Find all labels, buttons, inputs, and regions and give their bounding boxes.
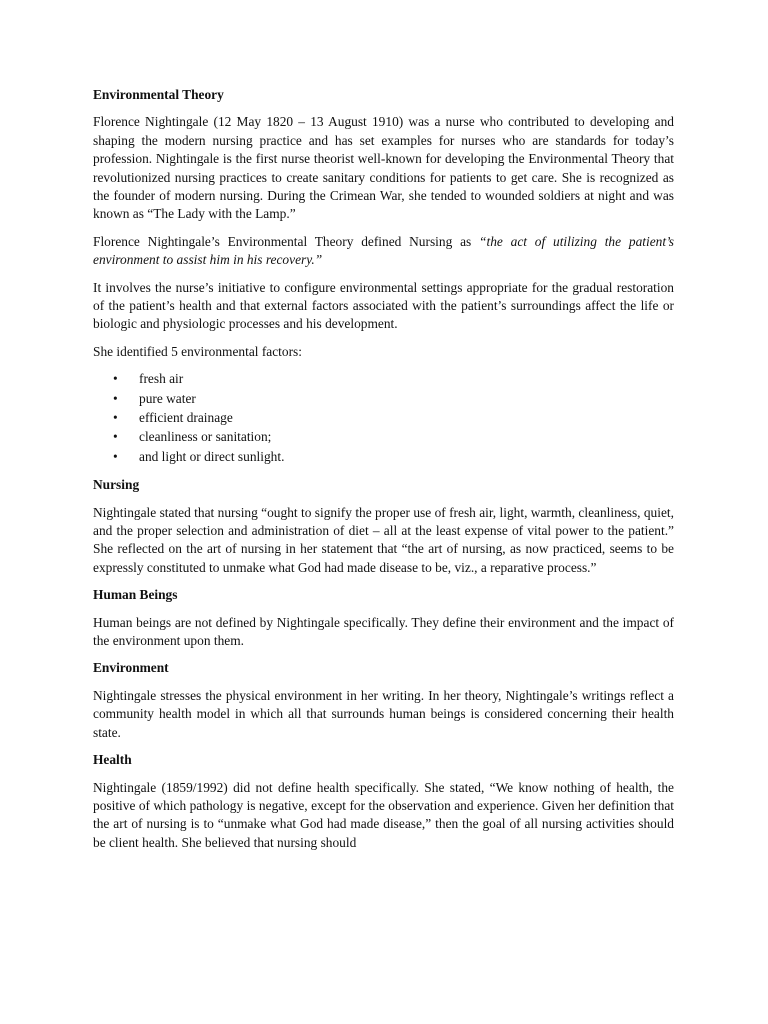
paragraph-nurse-initiative: It involves the nurse’s initiative to configure environmental settings appropriate for the gradual restoration of the patient’s health and that external factors associated with the patient’s surroundings affect the life or biologic and physiologic processes and his development. — [93, 279, 674, 332]
list-item-text: efficient drainage — [139, 410, 233, 426]
list-item-text: cleanliness or sanitation; — [139, 429, 272, 445]
paragraph-environment: Nightingale stresses the physical environment in her writing. In her theory, Nightingale’s writings reflect a community health model in which all that surrounds human beings is considered concerning their health state. — [93, 687, 674, 740]
paragraph-nightingale-intro: Florence Nightingale (12 May 1820 – 13 August 1910) was a nurse who contributed to developing and shaping the modern nursing practice and has set examples for nurses who are standards for today’s profession. Nightingale is the first nurse theorist well-known for developing the Environmental Theory that revolutionized nursing practices to create sanitary conditions for patients to get care. She is recognized as the founder of modern nursing. During the Crimean War, she tended to wounded soldiers at night and was known as “The Lady with the Lamp.” — [93, 114, 674, 222]
list-item — [93, 448, 674, 467]
list-item-text: fresh air — [139, 371, 184, 387]
paragraph-human-beings: Human beings are not defined by Nightingale specifically. They define their environment and the impact of the environment upon them. — [93, 614, 674, 649]
definition-quote: “the act of utilizing the patient’s environment to assist him in his recovery.” — [93, 233, 675, 268]
paragraph-nursing-definition — [93, 233, 674, 270]
heading-health: Health — [93, 752, 132, 768]
list-item — [93, 409, 674, 428]
heading-environmental-theory: Environmental Theory — [93, 87, 224, 102]
list-item — [93, 390, 674, 409]
list-item-text: and light or direct sunlight. — [139, 448, 285, 464]
bullet-icon: • — [113, 390, 118, 406]
list-item — [93, 370, 674, 389]
document-page — [93, 86, 674, 861]
paragraph-factors-intro: She identified 5 environmental factors: — [93, 343, 302, 359]
heading-human-beings: Human Beings — [93, 587, 178, 603]
paragraph-nursing: Nightingale stated that nursing “ought to signify the proper use of fresh air, light, warmth, cleanliness, quiet, and the proper selection and administration of diet – all at the least expense of vital power to the patient.” She reflected on the art of nursing in her statement that “the art of nursing, as now practiced, seems to be expressly constituted to unmake what God had made disease to be, viz., a reparative process.” — [93, 504, 674, 575]
heading-nursing: Nursing — [93, 477, 140, 493]
heading-environment: Environment — [93, 660, 169, 676]
environmental-factors-list — [93, 370, 674, 467]
paragraph-health: Nightingale (1859/1992) did not define health specifically. She stated, “We know nothing of health, the positive of which pathology is negative, except for the observation and experience. Given her definition that the art of nursing is to “unmake what God had made disease,” then the goal of all nursing activities should be client health. She believed that nursing should — [93, 779, 674, 850]
list-item-text: pure water — [139, 390, 196, 406]
list-item — [93, 428, 674, 447]
bullet-icon: • — [113, 371, 118, 387]
bullet-icon: • — [113, 448, 118, 464]
definition-lead-text: Florence Nightingale’s Environmental Theory defined Nursing as — [93, 233, 480, 249]
bullet-icon: • — [113, 429, 118, 445]
bullet-icon: • — [113, 410, 118, 426]
